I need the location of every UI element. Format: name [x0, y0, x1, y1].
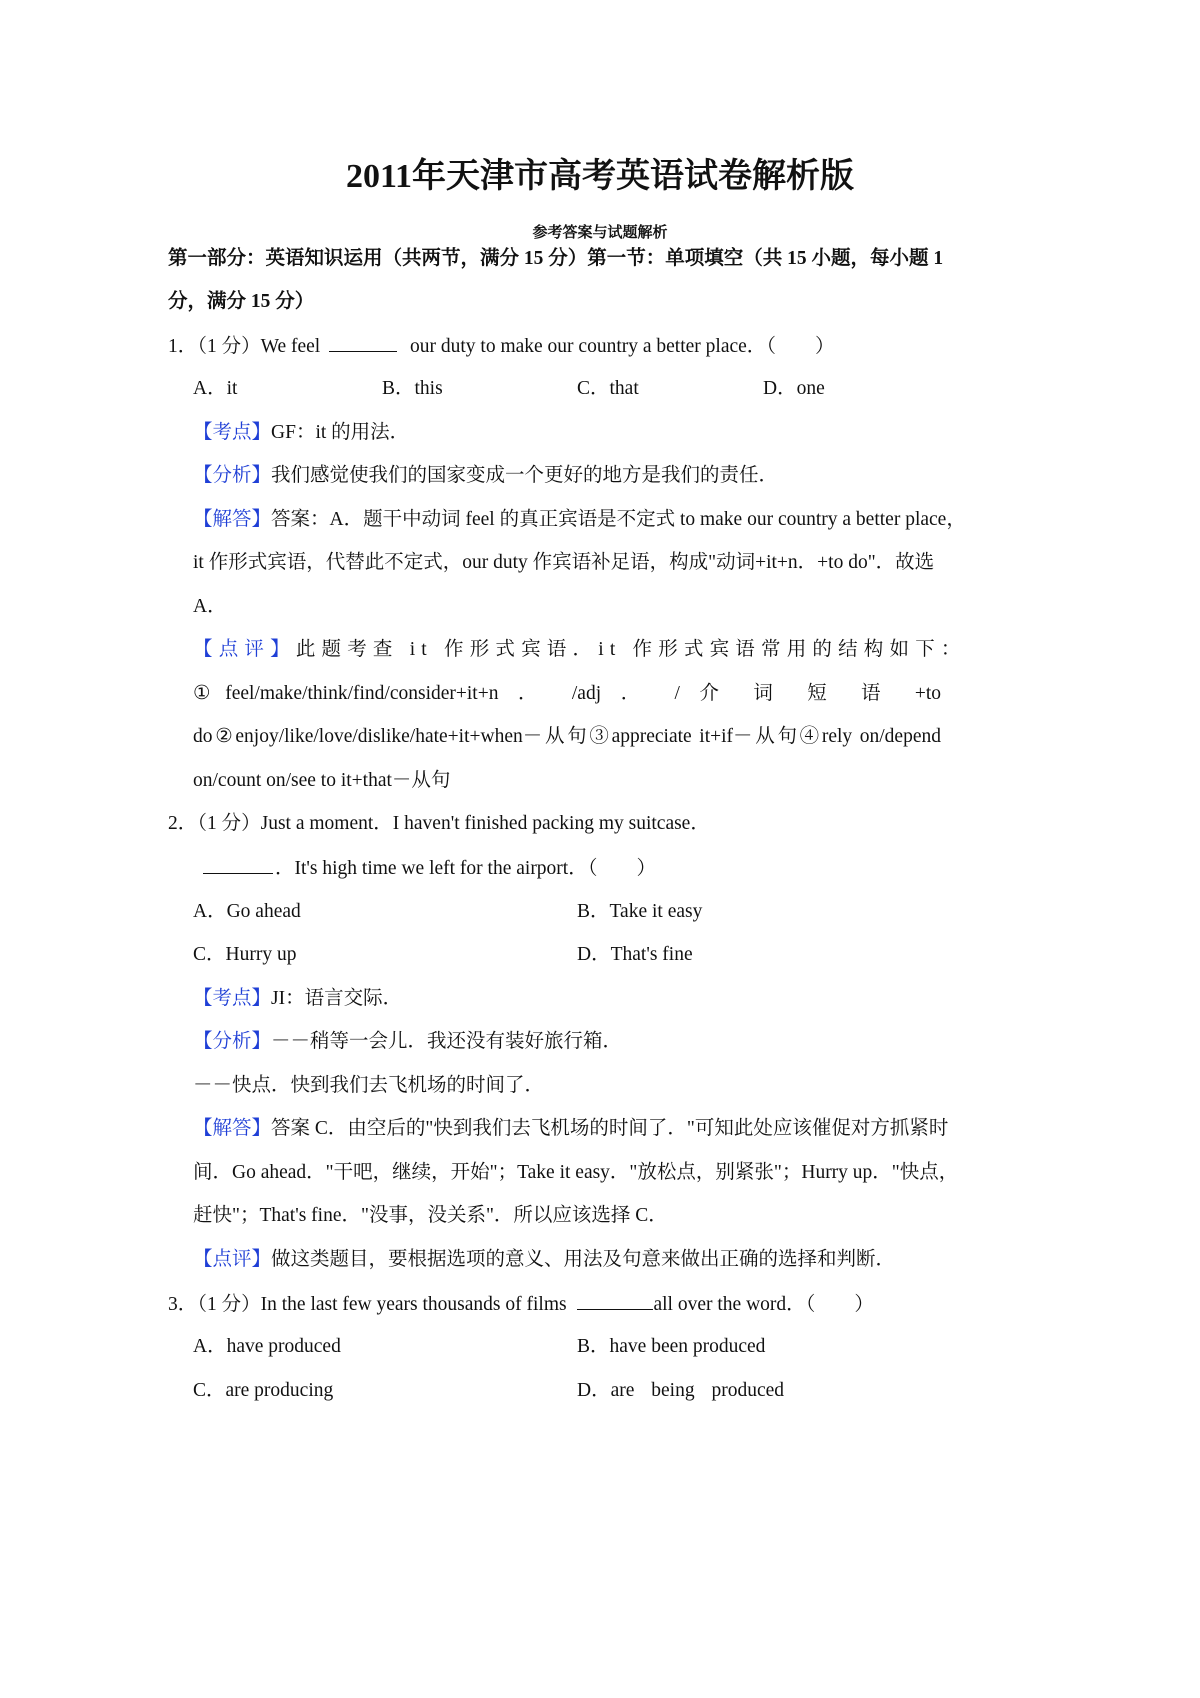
- fenxi-tag: 【分析】: [193, 1031, 272, 1052]
- q3-option-b: B．have been produced: [577, 1336, 766, 1357]
- kaodian-tag: 【考点】: [193, 422, 272, 443]
- q2-option-d: D．That's fine: [577, 944, 693, 965]
- q2-fenxi: [193, 1027, 622, 1057]
- q1-option-c: C．that: [577, 378, 639, 399]
- question-3: [168, 1289, 874, 1320]
- section-heading-line1: 第一部分：英语知识运用（共两节，满分 15 分）第一节：单项填空（共 15 小题，每小题 1: [168, 248, 944, 269]
- q2-fenxi-line2: －－快点．快到我们去飞机场的时间了．: [193, 1075, 545, 1096]
- q1-kaodian: [193, 418, 409, 448]
- q2-jieda-line2: 间．Go ahead．"干吧，继续，开始"；Take it easy．"放松点，别紧张"；Hurry up．"快点，: [193, 1162, 959, 1183]
- question-1-blank: [329, 331, 397, 352]
- q1-fenxi-text: 我们感觉使我们的国家变成一个更好的地方是我们的责任．: [271, 465, 779, 486]
- q2-kaodian: [193, 984, 402, 1014]
- q1-dianping-line1: [193, 635, 967, 665]
- q1-dianping-line2: ①feel/make/think/find/consider+it+n ． /adj ． / 介 词 短 语 +to: [193, 683, 941, 704]
- question-1: [168, 331, 835, 362]
- fenxi-tag: 【分析】: [193, 465, 272, 486]
- page-title: 2011年天津市高考英语试卷解析版: [345, 158, 855, 195]
- question-1-suffix: our duty to make our country a better place．（ ）: [405, 336, 835, 357]
- q1-option-d: D．one: [763, 378, 825, 399]
- q1-kaodian-text: GF：it 的用法．: [271, 422, 410, 443]
- question-3-blank: [577, 1289, 653, 1310]
- q1-jieda-line1: [193, 505, 966, 535]
- q2-kaodian-text: JI：语言交际．: [271, 988, 403, 1009]
- jieda-tag: 【解答】: [193, 1118, 272, 1139]
- page-subtitle: 参考答案与试题解析: [532, 225, 668, 241]
- q3-option-c: C．are producing: [193, 1380, 334, 1401]
- q2-jieda-line1: [193, 1114, 948, 1144]
- q2-option-b: B．Take it easy: [577, 901, 703, 922]
- q3-option-d: D．are being produced: [577, 1380, 785, 1401]
- q1-dianping-text-1: 此题考查 it 作形式宾语．it 作形式宾语常用的结构如下：: [295, 639, 967, 660]
- q1-jieda-line3: A．: [193, 596, 227, 617]
- q1-option-a: A．it: [193, 378, 238, 399]
- q2-option-c: C．Hurry up: [193, 944, 297, 965]
- q1-jieda-line2: it 作形式宾语，代替此不定式，our duty 作宾语补足语，构成"动词+it+n．+to do"．故选: [193, 552, 935, 573]
- q2-option-a: A．Go ahead: [193, 901, 301, 922]
- q2-dianping: [193, 1245, 895, 1275]
- question-2-line2: [193, 853, 656, 884]
- q1-option-b: B．this: [382, 378, 443, 399]
- jieda-tag: 【解答】: [193, 509, 272, 530]
- q2-dianping-text: 做这类题目，要根据选项的意义、用法及句意来做出正确的选择和判断．: [271, 1249, 896, 1270]
- q2-jieda-line3: 赶快"；That's fine．"没事，没关系"．所以应该选择 C．: [193, 1205, 668, 1226]
- q1-fenxi: [193, 461, 778, 491]
- q2-fenxi-text: －－稍等一会儿．我还没有装好旅行箱．: [271, 1031, 623, 1052]
- q3-option-a: A．have produced: [193, 1336, 341, 1357]
- dianping-tag: 【点评】: [193, 639, 296, 660]
- question-1-prefix: 1．（1 分）We feel: [168, 336, 326, 357]
- kaodian-tag: 【考点】: [193, 988, 272, 1009]
- q1-dianping-line4: on/count on/see to it+that－从句: [193, 770, 451, 791]
- dianping-tag: 【点评】: [193, 1249, 272, 1270]
- question-3-prefix: 3．（1 分）In the last few years thousands of films: [168, 1294, 572, 1315]
- question-2-blank: [203, 853, 273, 874]
- q2-jieda-text-1: 答案 C．由空后的"快到我们去飞机场的时间了．"可知此处应该催促对方抓紧时: [271, 1118, 949, 1139]
- q1-jieda-text-1: 答案：A．题干中动词 feel 的真正宾语是不定式 to make our country a better place，: [271, 509, 966, 530]
- section-heading-line2: 分，满分 15 分）: [168, 291, 315, 312]
- question-2-suffix: ．It's high time we left for the airport．（ ）: [275, 858, 656, 879]
- question-2-line1: 2．（1 分）Just a moment．I haven't finished packing my suitcase．: [168, 813, 710, 834]
- q1-dianping-line3: do②enjoy/like/love/dislike/hate+it+when－从句③appreciate it+if－从句④rely on/depend: [193, 726, 941, 747]
- question-3-suffix: all over the word．（ ）: [653, 1294, 874, 1315]
